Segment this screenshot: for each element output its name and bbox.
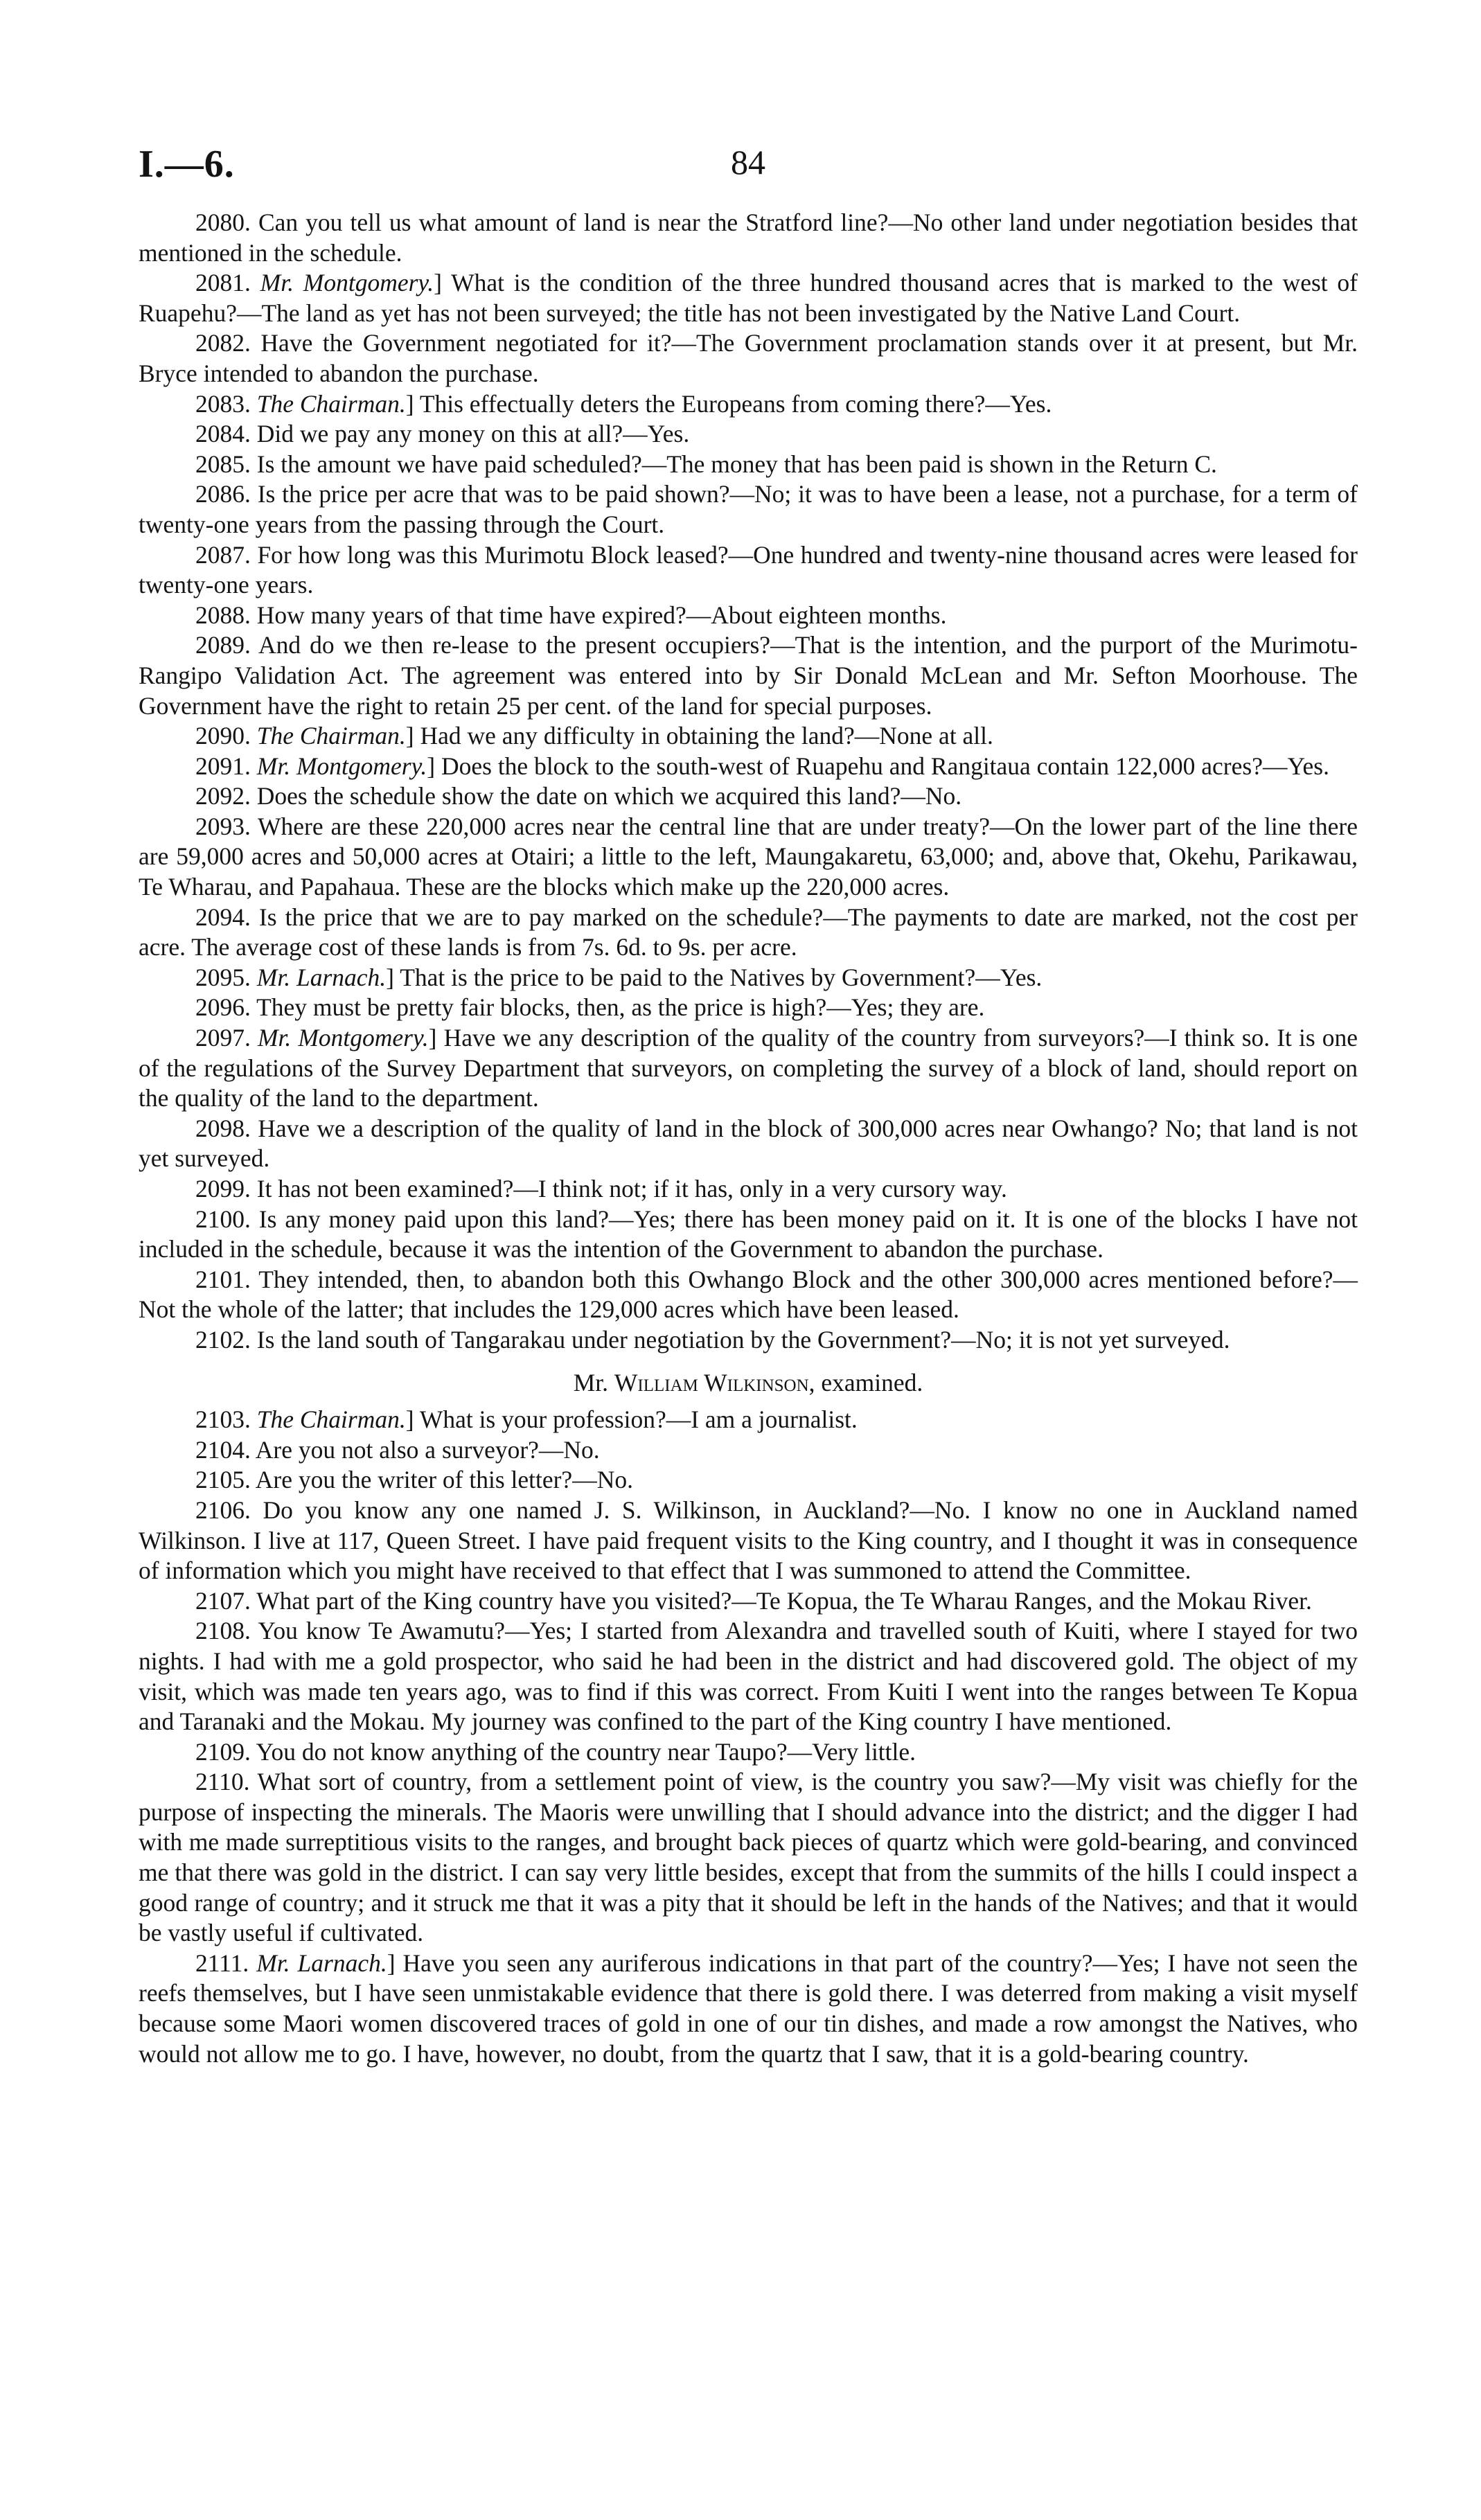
question-paragraph [139,630,1358,721]
question-text: Is the land south of Tangarakau under negotiation by the Government?—No; it is not yet surveyed. [256,1325,1230,1354]
speaker-name: Mr. Montgomery. [256,752,427,780]
question-number: 2085. [195,450,251,478]
question-number: 2086. [195,480,251,508]
question-number: 2084. [195,420,251,448]
question-number: 2080. [195,208,251,236]
question-paragraph [139,1205,1358,1265]
question-paragraph [139,419,1358,450]
question-number: 2099. [195,1175,251,1203]
question-paragraph [139,1616,1358,1737]
question-number: 2082. [195,329,251,357]
question-text: Does the block to the south-west of Ruapehu and Rangitaua contain 122,000 acres?—Yes. [441,752,1329,780]
question-text: For how long was this Murimotu Block leased?—One hundred and twenty-nine thousand acres were leased for twenty-one years. [139,540,1358,599]
question-text: Is the amount we have paid scheduled?—The money that has been paid is shown in the Return C. [256,450,1217,478]
question-paragraph [139,1465,1358,1496]
document-reference: I.—6. [139,143,235,186]
question-paragraph [139,1767,1358,1949]
question-paragraph [139,903,1358,963]
question-paragraph [139,1496,1358,1586]
question-text: What is the condition of the three hundred thousand acres that is marked to the west of Ruapehu?—The land as yet has not been surveyed; the title has not been investigated by the Native Land Court. [139,269,1358,327]
question-number: 2097. [195,1024,251,1052]
question-text: Can you tell us what amount of land is near the Stratford line?—No other land under negotiation besides that mentioned in the schedule. [139,208,1358,267]
question-number: 2109. [195,1737,251,1766]
question-text: Is the price per acre that was to be paid shown?—No; it was to have been a lease, not a purchase, for a term of twenty-one years from the passing through the Court. [139,480,1358,538]
question-paragraph [139,601,1358,631]
question-paragraph [139,781,1358,812]
question-number: 2111. [195,1949,249,1977]
question-paragraph: 2081. Mr. Montgomery.] What is the condition of the three hundred thousand acres that is marked to the west of Ruapehu?—The land as yet has not been surveyed; the title has not been investigated by the Native Land Court. [139,269,1358,327]
witness-suffix: , examined. [808,1368,923,1396]
speaker-name: The Chairman. [256,1405,406,1434]
question-paragraph: 2097. Mr. Montgomery.] Have we any description of the quality of the country from surveyors?—I think so. It is one of the regulations of the Survey Department that surveyors, on completing the survey of a block of land, should report on the quality of the land to the department. [139,1024,1358,1112]
question-paragraph: 2095. Mr. Larnach.] That is the price to be paid to the Natives by Government?—Yes. [195,963,1043,991]
question-number: 2092. [195,782,251,810]
question-text: Have you seen any auriferous indications in that part of the country?—Yes; I have not seen the reefs themselves, but I have seen unmistakable evidence that there is gold there. I was deterred from making a visit myself because some Maori women discovered traces of gold in one of our tin dishes, and made a row amongst the Natives, who would not allow me to go. I have, however, no doubt, from the quartz that I saw, that it is a gold-bearing country. [139,1949,1358,2068]
question-text: Did we pay any money on this at all?—Yes. [256,420,690,448]
question-text: Are you not also a surveyor?—No. [255,1435,600,1464]
question-number: 2101. [195,1265,251,1293]
question-number: 2093. [195,812,251,840]
question-paragraph: 2111. Mr. Larnach.] Have you seen any auriferous indications in that part of the country?—Yes; I have not seen the reefs themselves, but I have seen unmistakable evidence that there is gold there. I was deterred from making a visit myself because some Maori women discovered traces of gold in one of our tin dishes, and made a row amongst the Natives, who would not allow me to go. I have, however, no doubt, from the quartz that I saw, that it is a gold-bearing country. [139,1949,1358,2068]
question-paragraph: 2083. The Chairman.] This effectually deters the Europeans from coming there?—Yes. [195,389,1052,418]
speaker-name: The Chairman. [256,722,406,750]
question-text: They intended, then, to abandon both this Owhango Block and the other 300,000 acres mentioned before?—Not the whole of the latter; that includes the 129,000 acres which have been leased. [139,1265,1358,1324]
question-paragraph [139,479,1358,540]
question-text: How many years of that time have expired?—About eighteen months. [256,601,947,629]
evidence-part-1 [139,208,1358,1356]
question-number: 2087. [195,540,251,569]
question-paragraph [139,1265,1358,1325]
question-paragraph [139,1737,1358,1768]
question-number: 2110. [195,1768,250,1796]
question-text: That is the price to be paid to the Natives by Government?—Yes. [400,963,1043,991]
question-text: Have we a description of the quality of land in the block of 300,000 acres near Owhango? No; that land is not yet surveyed. [139,1114,1358,1173]
question-text: Does the schedule show the date on which we acquired this land?—No. [256,782,962,810]
question-paragraph [139,540,1358,601]
question-paragraph [139,328,1358,389]
witness-heading [139,1368,1358,1399]
question-paragraph [139,1174,1358,1205]
question-paragraph [139,993,1358,1023]
question-paragraph [139,1586,1358,1617]
witness-name: William Wilkinson [614,1368,809,1396]
page-header [139,142,1358,190]
question-text: What part of the King country have you visited?—Te Kopua, the Te Wharau Ranges, and the Mokau River. [256,1586,1312,1615]
question-text: What is your profession?—I am a journalist. [419,1405,858,1434]
question-text: Do you know any one named J. S. Wilkinson, in Auckland?—No. I know no one in Auckland named Wilkinson. I live at 117, Queen Street. I have paid frequent visits to the King country, and I thought it was in consequence of information which you might have received to that effect that I was summoned to attend the Committee. [139,1496,1358,1585]
question-paragraph: 2103. The Chairman.] What is your profession?—I am a journalist. [195,1405,858,1434]
question-number: 2088. [195,601,251,629]
speaker-name: Mr. Larnach. [256,1949,387,1977]
question-number: 2081. [195,269,251,297]
question-text: And do we then re-lease to the present occupiers?—That is the intention, and the purport of the Murimotu-Rangipo Validation Act. The agreement was entered into by Sir Donald McLean and Mr. Sefton Moorhouse. The Government have the right to retain 25 per cent. of the land for special purposes. [139,631,1358,720]
question-number: 2098. [195,1114,251,1142]
question-text: It has not been examined?—I think not; if it has, only in a very cursory way. [256,1175,1007,1203]
question-paragraph [139,1435,1358,1466]
question-number: 2083. [195,389,251,418]
question-number: 2105. [195,1466,251,1494]
question-paragraph [139,1325,1358,1356]
question-number: 2095. [195,963,251,991]
question-paragraph [139,1114,1358,1174]
question-text: What sort of country, from a settlement point of view, is the country you saw?—My visit was chiefly for the purpose of inspecting the minerals. The Maoris were unwilling that I should advance into the district; and the digger I had with me made surreptitious visits to the ranges, and brought back pieces of quartz which were gold-bearing, and convinced me that there was gold in the district. I can say very little besides, except that from the summits of the hills I could inspect a good range of country; and it struck me that it was a pity that it should be left in the hands of the Natives; and that it would be vastly useful if cultivated. [139,1768,1358,1947]
question-number: 2108. [195,1617,251,1645]
page-number: 84 [731,143,765,181]
speaker-name: The Chairman. [256,389,406,418]
question-number: 2089. [195,631,251,659]
question-text: You know Te Awamutu?—Yes; I started from Alexandra and travelled south of Kuiti, where I stayed for two nights. I had with me a gold prospector, who said he had been in the district and had discovered gold. The object of my visit, which was made ten years ago, was to find if this was correct. From Kuiti I went into the ranges between Te Kopua and Taranaki and the Mokau. My journey was confined to the part of the King country I have mentioned. [139,1617,1358,1736]
question-number: 2096. [195,993,251,1022]
question-number: 2103. [195,1405,251,1434]
speaker-name: Mr. Larnach. [256,963,387,991]
question-number: 2104. [195,1435,251,1464]
question-text: Is any money paid upon this land?—Yes; there has been money paid on it. It is one of the blocks I have not included in the schedule, because it was the intention of the Government to abandon the purchase. [139,1205,1358,1263]
speaker-name: Mr. Montgomery. [257,1024,429,1052]
question-text: This effectually deters the Europeans from coming there?—Yes. [419,389,1052,418]
question-text: Had we any difficulty in obtaining the land?—None at all. [420,722,993,750]
question-text: Have the Government negotiated for it?—The Government proclamation stands over it at present, but Mr. Bryce intended to abandon the purchase. [139,329,1358,387]
question-number: 2102. [195,1325,251,1354]
question-text: They must be pretty fair blocks, then, as the price is high?—Yes; they are. [256,993,985,1022]
question-text: Is the price that we are to pay marked on the schedule?—The payments to date are marked, not the cost per acre. The average cost of these lands is from 7s. 6d. to 9s. per acre. [139,903,1358,961]
question-text: Are you the writer of this letter?—No. [255,1466,633,1494]
question-number: 2091. [195,752,251,780]
question-number: 2090. [195,722,251,750]
question-paragraph: 2091. Mr. Montgomery.] Does the block to the south-west of Ruapehu and Rangitaua contain 122,000 acres?—Yes. [195,752,1329,780]
speaker-name: Mr. Montgomery. [260,269,434,297]
question-number: 2106. [195,1496,251,1524]
evidence-part-2 [139,1405,1358,2069]
witness-title: Mr. [573,1368,614,1396]
question-text: You do not know anything of the country near Taupo?—Very little. [256,1737,916,1766]
question-number: 2100. [195,1205,251,1233]
question-paragraph [139,208,1358,268]
question-paragraph [139,450,1358,480]
question-paragraph [139,812,1358,903]
question-number: 2094. [195,903,251,931]
question-text: Have we any description of the quality of the country from surveyors?—I think so. It is one of the regulations of the Survey Department that surveyors, on completing the survey of a block of land, should report on the quality of the land to the department. [139,1024,1358,1112]
question-text: Where are these 220,000 acres near the central line that are under treaty?—On the lower part of the line there are 59,000 acres and 50,000 acres at Otairi; a little to the left, Maungakaretu, 63,000; and, above that, Okehu, Parikawau, Te Wharau, and Papahaua. These are the blocks which make up the 220,000 acres. [139,812,1358,901]
question-paragraph: 2090. The Chairman.] Had we any difficulty in obtaining the land?—None at all. [195,722,993,750]
document-body [139,208,1358,2069]
question-number: 2107. [195,1586,251,1615]
